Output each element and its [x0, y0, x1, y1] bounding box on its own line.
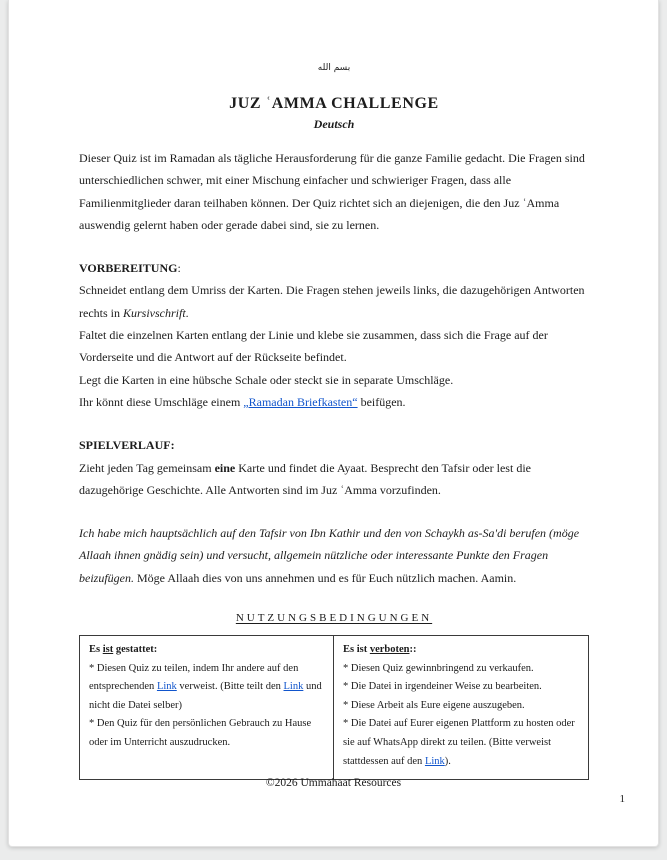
section-spielverlauf — [79, 434, 589, 501]
text-segment: Schneidet entlang dem Umriss der Karten. Die Fragen stehen jeweils links, die dazugehörigen Antworten rechts in — [79, 283, 585, 320]
vorbereitung-heading-colon: : — [177, 261, 181, 276]
vorbereitung-p4 — [79, 391, 589, 413]
forbidden-item-1: * Diesen Quiz gewinnbringend zu verkaufen. — [343, 662, 534, 674]
vorbereitung-heading: VORBEREITUNG — [79, 261, 178, 276]
author-note-regular: Möge Allaah dies von uns annehmen und es für Euch nützlich machen. Aamin. — [134, 570, 517, 585]
verboten-underlined: verboten — [369, 644, 410, 656]
allowed-item-2: * Den Quiz für den persönlichen Gebrauch zu Hause oder im Unterricht auszudrucken. — [89, 718, 312, 749]
eine-emphasis: eine — [214, 460, 236, 475]
text-segment: gestattet: — [113, 644, 158, 656]
share-link-2[interactable]: Link — [283, 681, 304, 693]
forbidden-cell — [334, 636, 588, 779]
text-segment: Karte und findet die Ayaat. Besprecht den Tafsir oder lest die dazugehörige Geschichte. Alle Antworten sind im Juz ʿAmma vorzufinden. — [79, 460, 531, 497]
terms-table — [79, 635, 589, 780]
text-segment: Zieht jeden Tag gemeinsam — [79, 460, 215, 475]
text-segment: * Die Datei auf Eurer eigenen Plattform zu hosten oder sie auf WhatsApp direkt zu teilen. (Bitte verweist stattdessen auf den — [343, 718, 575, 767]
forbidden-item-3: * Diese Arbeit als Eure eigene auszugeben. — [343, 699, 525, 711]
share-link[interactable]: Link — [156, 681, 177, 693]
allowed-cell — [80, 636, 334, 779]
bismillah-text: بسم الله — [317, 63, 351, 73]
text-segment: :: — [409, 644, 417, 656]
author-note — [79, 522, 589, 589]
allowed-heading — [89, 641, 324, 660]
vorbereitung-p2: Faltet die einzelnen Karten entlang der Linie und klebe sie zusammen, dass sich die Frage auf der Vorderseite und die Antwort auf der Rückseite befindet. — [79, 328, 548, 365]
page-title: JUZ ʿAMMA CHALLENGE — [229, 95, 439, 112]
forbidden-item-2: * Die Datei in irgendeiner Weise zu bearbeiten. — [343, 681, 542, 693]
vorbereitung-heading-line — [79, 257, 589, 279]
spielverlauf-heading: SPIELVERLAUF: — [79, 438, 175, 453]
ist-underlined: ist — [102, 644, 114, 656]
kursivschrift-emphasis: Kursivschrift — [123, 305, 186, 320]
author-note-italic: Ich habe mich hauptsächlich auf den Tafsir von Ibn Kathir und den von Schaykh as-Sa'di berufen (möge Allaah ihnen gnädig sein) und versucht, allgemein nützliche oder interessante Punkte den Fragen beizufügen. — [79, 526, 580, 585]
vorbereitung-p3: Legt die Karten in eine hübsche Schale oder steckt sie in separate Umschläge. — [79, 372, 454, 387]
text-segment: Es ist — [343, 644, 370, 656]
text-segment: verweist. (Bitte teilt den — [176, 681, 284, 693]
vorbereitung-p1 — [79, 279, 589, 324]
terms-heading: NUTZUNGSBEDINGUNGEN — [235, 612, 433, 625]
allowed-item-1 — [89, 660, 324, 716]
copyright-footer: ©2026 Ummahaat Resources — [265, 777, 402, 789]
text-segment: . — [185, 305, 189, 320]
text-segment: Ihr könnt diese Umschläge einem — [79, 394, 244, 409]
text-segment: Es — [89, 644, 103, 656]
ramadan-briefkasten-link[interactable]: „Ramadan Briefkasten“ — [243, 394, 358, 409]
text-segment: * Diesen Quiz zu teilen, indem Ihr andere auf den entsprechenden — [89, 662, 299, 693]
text-segment: ). — [444, 755, 451, 767]
forbidden-item-4 — [343, 715, 579, 771]
forbidden-heading — [343, 641, 579, 660]
platform-link[interactable]: Link — [424, 755, 445, 767]
intro-paragraph: Dieser Quiz ist im Ramadan als tägliche Herausforderung für die ganze Familie gedacht. Die Fragen sind unterschiedlichen schwer, mit einer Mischung einfacher und schwieriger Fragen, dass alle Familienmitglieder daran teilhaben können. Der Quiz richtet sich an diejenigen, die den Juz ʿAmma auswendig gelernt haben oder gerade dabei sind, sie zu lernen. — [79, 151, 585, 232]
text-segment: und nicht die Datei selber) — [89, 681, 322, 711]
page-number: 1 — [619, 793, 625, 805]
document-page — [8, 0, 659, 847]
spielverlauf-p1 — [79, 457, 589, 502]
page-subtitle: Deutsch — [313, 117, 355, 131]
section-vorbereitung — [79, 257, 589, 413]
text-segment: beifügen. — [357, 394, 406, 409]
